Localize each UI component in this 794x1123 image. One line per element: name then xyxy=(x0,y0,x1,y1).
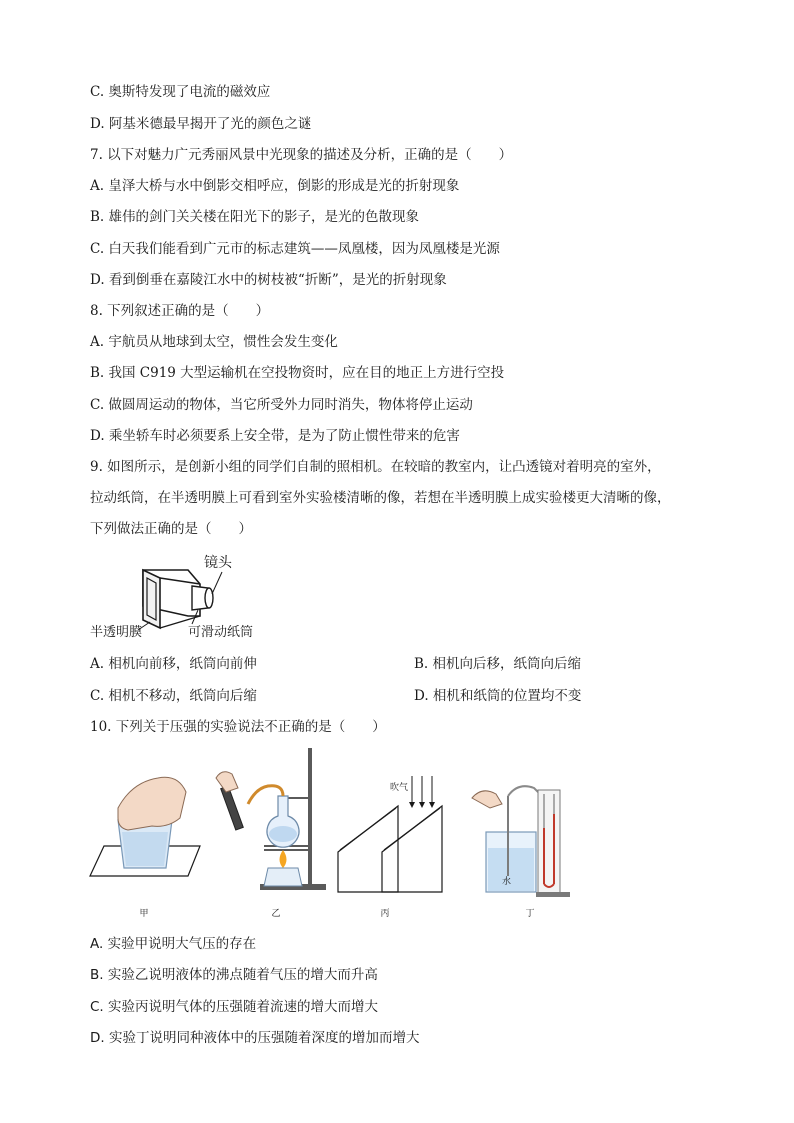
label-jia: 甲 xyxy=(139,909,149,919)
flame-icon xyxy=(280,850,287,868)
label-yi: 乙 xyxy=(271,909,281,919)
q10-option-d: D. 实验丁说明同种液体中的压强随着深度的增加而增大 xyxy=(90,1030,420,1046)
hand-icon xyxy=(118,777,186,830)
label-lens: 镜头 xyxy=(204,555,232,571)
q10-stem: 10. 下列关于压强的实验说法不正确的是（ ） xyxy=(90,719,386,735)
q8-option-a: A. 宇航员从地球到太空，惯性会发生变化 xyxy=(90,334,338,350)
q7-option-b: B. 雄伟的剑门关关楼在阳光下的影子，是光的色散现象 xyxy=(90,209,420,225)
q9-option-d: D. 相机和纸筒的位置均不变 xyxy=(414,688,582,704)
q8-option-c: C. 做圆周运动的物体，当它所受外力同时消失，物体将停止运动 xyxy=(90,397,473,413)
q9-option-c: C. 相机不移动，纸筒向后缩 xyxy=(90,688,257,704)
q10-option-a: A. 实验甲说明大气压的存在 xyxy=(90,936,257,952)
q9-stem-line1: 9. 如图所示，是创新小组的同学们自制的照相机。在较暗的教室内，让凸透镜对着明亮的室外， xyxy=(90,459,661,475)
q9-option-b: B. 相机向后移，纸筒向后缩 xyxy=(414,656,582,672)
syringe-icon xyxy=(221,786,244,830)
q9-stem-line3: 下列做法正确的是（ ） xyxy=(90,521,252,537)
experiment-yi xyxy=(216,748,326,919)
lens-icon xyxy=(205,588,213,608)
q8-option-d: D. 乘坐轿车时必须要系上安全带，是为了防止惯性带来的危害 xyxy=(90,428,460,444)
q9-option-a: A. 相机向前移，纸筒向前伸 xyxy=(90,656,257,672)
label-film: 半透明膜 xyxy=(90,625,143,640)
q8-option-b: B. 我国 C919 大型运输机在空投物资时，应在目的地正上方进行空投 xyxy=(90,365,505,381)
translucent-film xyxy=(143,570,160,628)
q7-stem: 7. 以下对魅力广元秀丽风景中光现象的描述及分析，正确的是（ ） xyxy=(90,147,513,163)
q6-option-d: D. 阿基米德最早揭开了光的颜色之谜 xyxy=(90,116,312,132)
label-blow: 吹气 xyxy=(390,783,409,793)
q6-option-c: C. 奥斯特发现了电流的磁效应 xyxy=(90,84,271,100)
experiment-ding xyxy=(472,786,570,919)
q10-option-c: C. 实验丙说明气体的压强随着流速的增大而增大 xyxy=(90,999,379,1015)
q10-option-b: B. 实验乙说明液体的沸点随着气压的增大而升高 xyxy=(90,967,378,983)
q7-option-c: C. 白天我们能看到广元市的标志建筑——凤凰楼，因为凤凰楼是光源 xyxy=(90,241,500,257)
label-bing: 丙 xyxy=(380,909,390,919)
label-ding: 丁 xyxy=(525,909,535,919)
q7-option-a: A. 皇泽大桥与水中倒影交相呼应，倒影的形成是光的折射现象 xyxy=(90,178,460,194)
q9-stem-line2: 拉动纸筒，在半透明膜上可看到室外实验楼清晰的像，若想在半透明膜上成实验楼更大清晰的像， xyxy=(90,490,671,506)
label-tube: 可滑动纸筒 xyxy=(188,625,254,640)
q7-option-d: D. 看到倒垂在嘉陵江水中的树枝被“折断”，是光的折射现象 xyxy=(90,272,447,288)
experiment-jia xyxy=(90,777,200,919)
label-water: 水 xyxy=(502,877,512,887)
q9-camera-figure xyxy=(88,548,288,640)
q10-experiments-figure xyxy=(88,748,588,920)
q8-stem: 8. 下列叙述正确的是（ ） xyxy=(90,303,270,319)
experiment-bing xyxy=(338,776,442,919)
